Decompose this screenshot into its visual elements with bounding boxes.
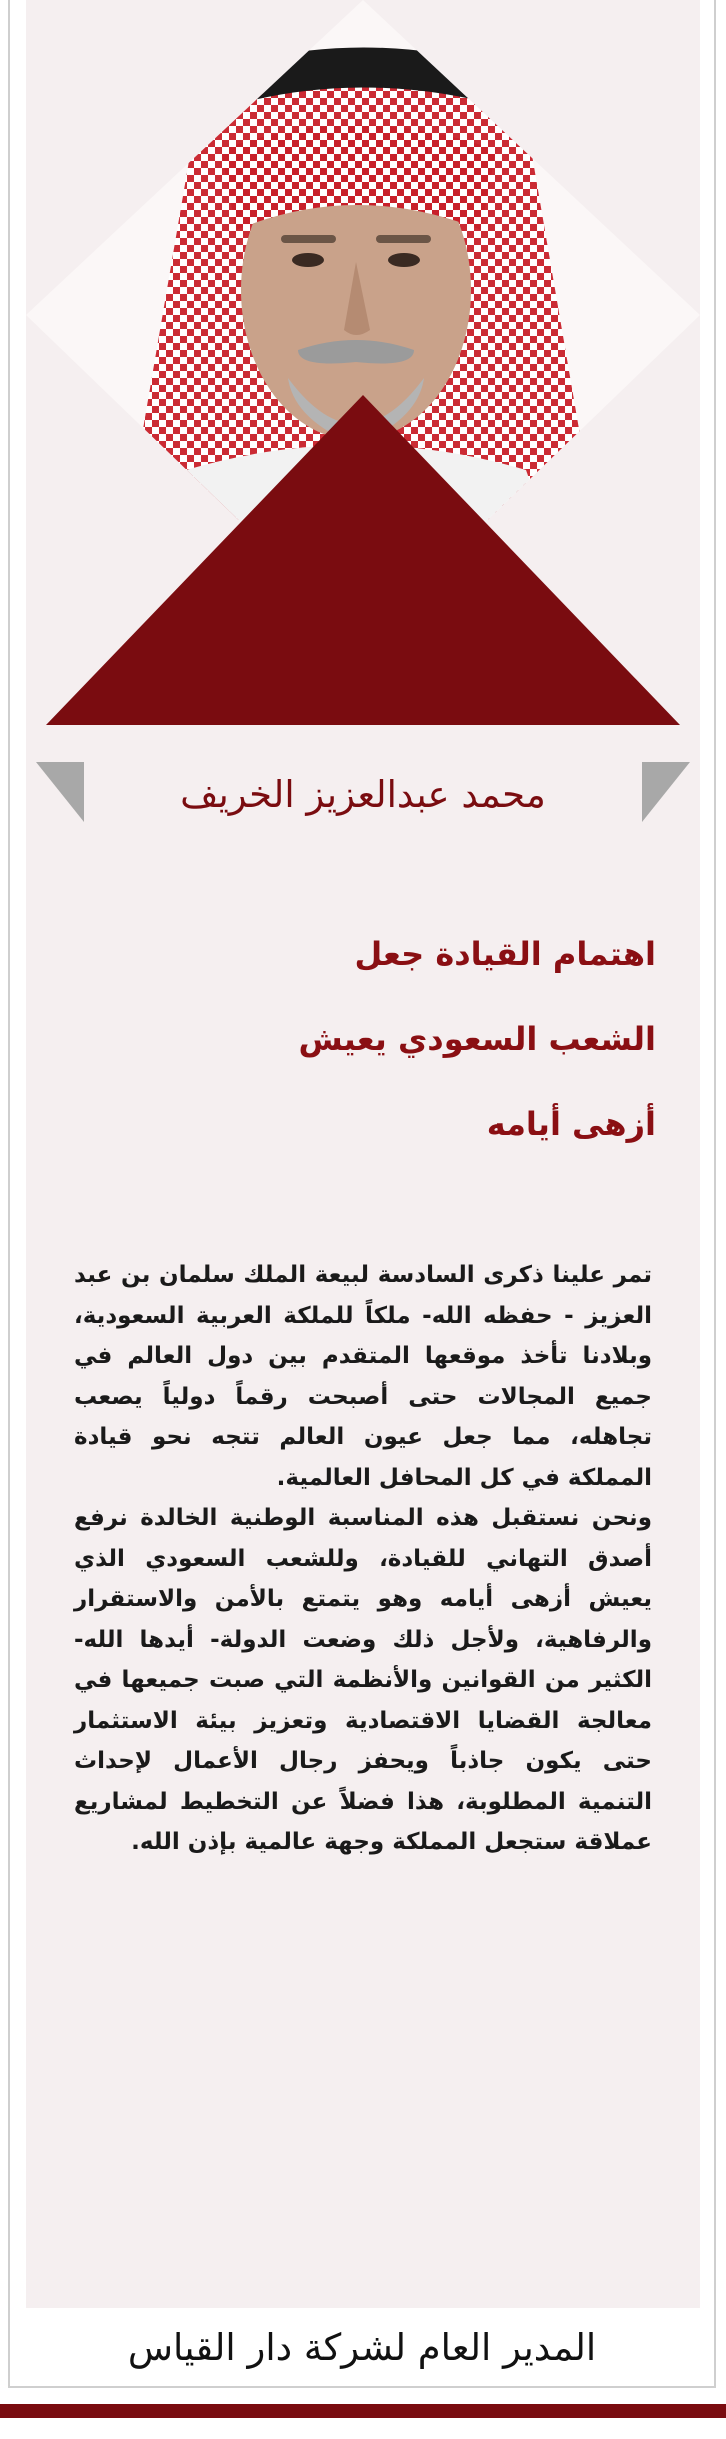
columnist-header (26, 0, 700, 725)
bottom-bar (0, 2404, 726, 2418)
columnist-name: محمد عبدالعزيز الخريف (180, 773, 546, 816)
author-title: المدير العام لشركة دار القياس (127, 2326, 597, 2369)
left-triangle-icon (36, 762, 84, 822)
article-body (74, 1255, 652, 1863)
columnist-portrait-icon (26, 0, 700, 725)
accent-triangle (46, 395, 680, 725)
columnist-name-band (26, 762, 700, 828)
headline-line-3: أزهى أيامه (486, 1105, 656, 1143)
article-paragraph-1: تمر علينا ذكرى السادسة لبيعة الملك سلمان بن عبد العزيز - حفظه الله- ملكاً للملكة العربية السعودية، وبلادنا تأخذ موقعها المتقدم بين دول العالم في جميع المجالات حتى أصبحت رقماً دولياً يصعب تجاهله، مما جعل عيون العالم تتجه نحو قيادة المملكة في كل المحافل العالمية. (74, 1262, 652, 1491)
article-paragraph-2: ونحن نستقبل هذه المناسبة الوطنية الخالدة نرفع أصدق التهاني للقيادة، وللشعب السعودي الذي يعيش أزهى أيامه وهو يتمتع بالأمن والاستقرار والرفاهية، ولأجل ذلك وضعت الدولة- أيدها الله- الكثير من القوانين والأنظمة التي صبت جميعها في معالجة القضايا الاقتصادية وتعزيز بيئة الاستثمار حتى يكون جاذباً ويحفز رجال الأعمال لإحداث التنمية المطلوبة، هذا فضلاً عن التخطيط لمشاريع عملاقة ستجعل المملكة وجهة عالمية بإذن الله. (74, 1505, 652, 1855)
headline-line-1: اهتمام القيادة جعل (354, 935, 656, 973)
right-triangle-icon (642, 762, 690, 822)
headline-line-2: الشعب السعودي يعيش (298, 1020, 656, 1058)
